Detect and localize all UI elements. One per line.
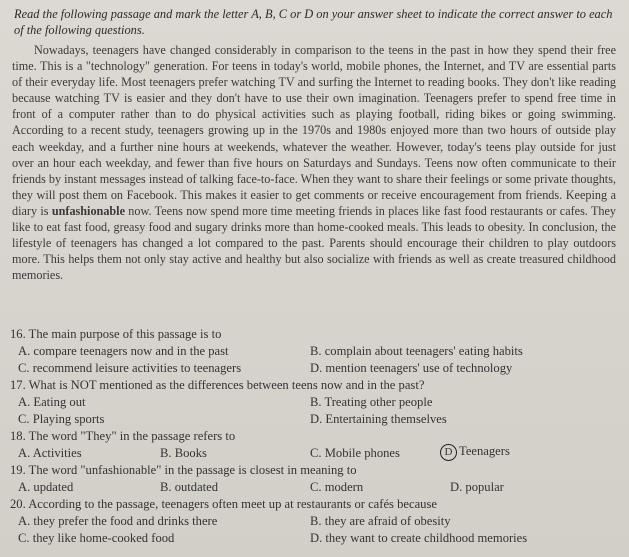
passage-emphasis-word: unfashionable: [51, 203, 125, 218]
passage-text-part-1: Nowadays, teenagers have changed considerably in comparison to the teens in the past in how they spend their free time. This is a "technology" generation. For teens in today's world, mobile phones, the Internet, and TV are essential parts of their everyday life. Most teenagers prefer watching TV and surfing the Internet to reading books. They don't like reading because watching TV is easier and they don't have to use their own imagination. Teenagers prefer to spend free time in front of a computer rather than to do physical activities such as playing football, riding bikes or going swimming. According to a recent study, teenagers growing up in the 1970s and 1980s enjoyed more than two hours of outside play each weekday, and a further nine hours at weekends, whatever the weather. However, today's teens play outside for just over an hour each weekday, and fewer than five hours on Saturdays and Sundays. Teens now often communicate to their friends by instant messages instead of talking face-to-face. When they want to share their feelings or some private thoughts, they will post them on Facebook. This makes it easier to get comments or receive encouragement from friends. Keeping a diary is: [12, 43, 616, 218]
question-18-option-c[interactable]: C. Mobile phones: [310, 446, 400, 460]
question-19-option-a[interactable]: A. updated: [18, 480, 74, 494]
answer-circle-mark: D: [440, 444, 457, 461]
question-18-option-a[interactable]: A. Activities: [18, 446, 82, 460]
question-19-option-d[interactable]: D. popular: [450, 480, 504, 494]
question-20-option-c[interactable]: C. they like home-cooked food: [18, 531, 175, 545]
question-17-option-b[interactable]: B. Treating other people: [310, 395, 433, 409]
question-20-option-d[interactable]: D. they want to create childhood memories: [310, 531, 528, 545]
question-17-option-c[interactable]: C. Playing sports: [18, 412, 105, 426]
passage-text-part-2: now. Teens now spend more time meeting friends in places like fast food restaurants or cafes. They like to eat fast food, greasy food and sugary drinks more than home-cooked meals. This leads to obesity. In conclusion, the lifestyle of teenagers has changed a lot compared to the past. Parents should encourage their children to play outdoors more. This helps them not only stay active and healthy but also socialize with friends as well as create treasured childhood memories.: [12, 203, 617, 283]
question-17: 17. What is NOT mentioned as the differences between teens now and in the past?: [10, 378, 425, 392]
question-18: 18. The word "They" in the passage refers to: [10, 429, 236, 443]
question-20: 20. According to the passage, teenagers often meet up at restaurants or cafés because: [10, 497, 437, 511]
question-18-option-d-text: Teenagers: [459, 444, 510, 458]
question-19: 19. The word "unfashionable" in the passage is closest in meaning to: [10, 463, 357, 477]
question-16-option-b[interactable]: B. complain about teenagers' eating habits: [310, 344, 523, 358]
instruction-text: Read the following passage and mark the letter A, B, C or D on your answer sheet to indicate the correct answer to each of the following questions.: [14, 7, 613, 37]
question-16-option-a[interactable]: A. compare teenagers now and in the past: [18, 344, 229, 358]
reading-passage: [12, 42, 616, 283]
question-16-option-d[interactable]: D. mention teenagers' use of technology: [310, 361, 513, 375]
question-20-option-b[interactable]: B. they are afraid of obesity: [310, 514, 451, 528]
question-18-option-b[interactable]: B. Books: [160, 446, 207, 460]
question-17-option-d[interactable]: D. Entertaining themselves: [310, 412, 447, 426]
question-19-option-b[interactable]: B. outdated: [160, 480, 219, 494]
question-16: 16. The main purpose of this passage is to: [10, 327, 222, 341]
question-20-option-a[interactable]: A. they prefer the food and drinks there: [18, 514, 218, 528]
question-16-option-c[interactable]: C. recommend leisure activities to teenagers: [18, 361, 242, 375]
question-19-option-c[interactable]: C. modern: [310, 480, 364, 494]
question-18-option-d[interactable]: [440, 444, 510, 461]
question-17-option-a[interactable]: A. Eating out: [18, 395, 86, 409]
